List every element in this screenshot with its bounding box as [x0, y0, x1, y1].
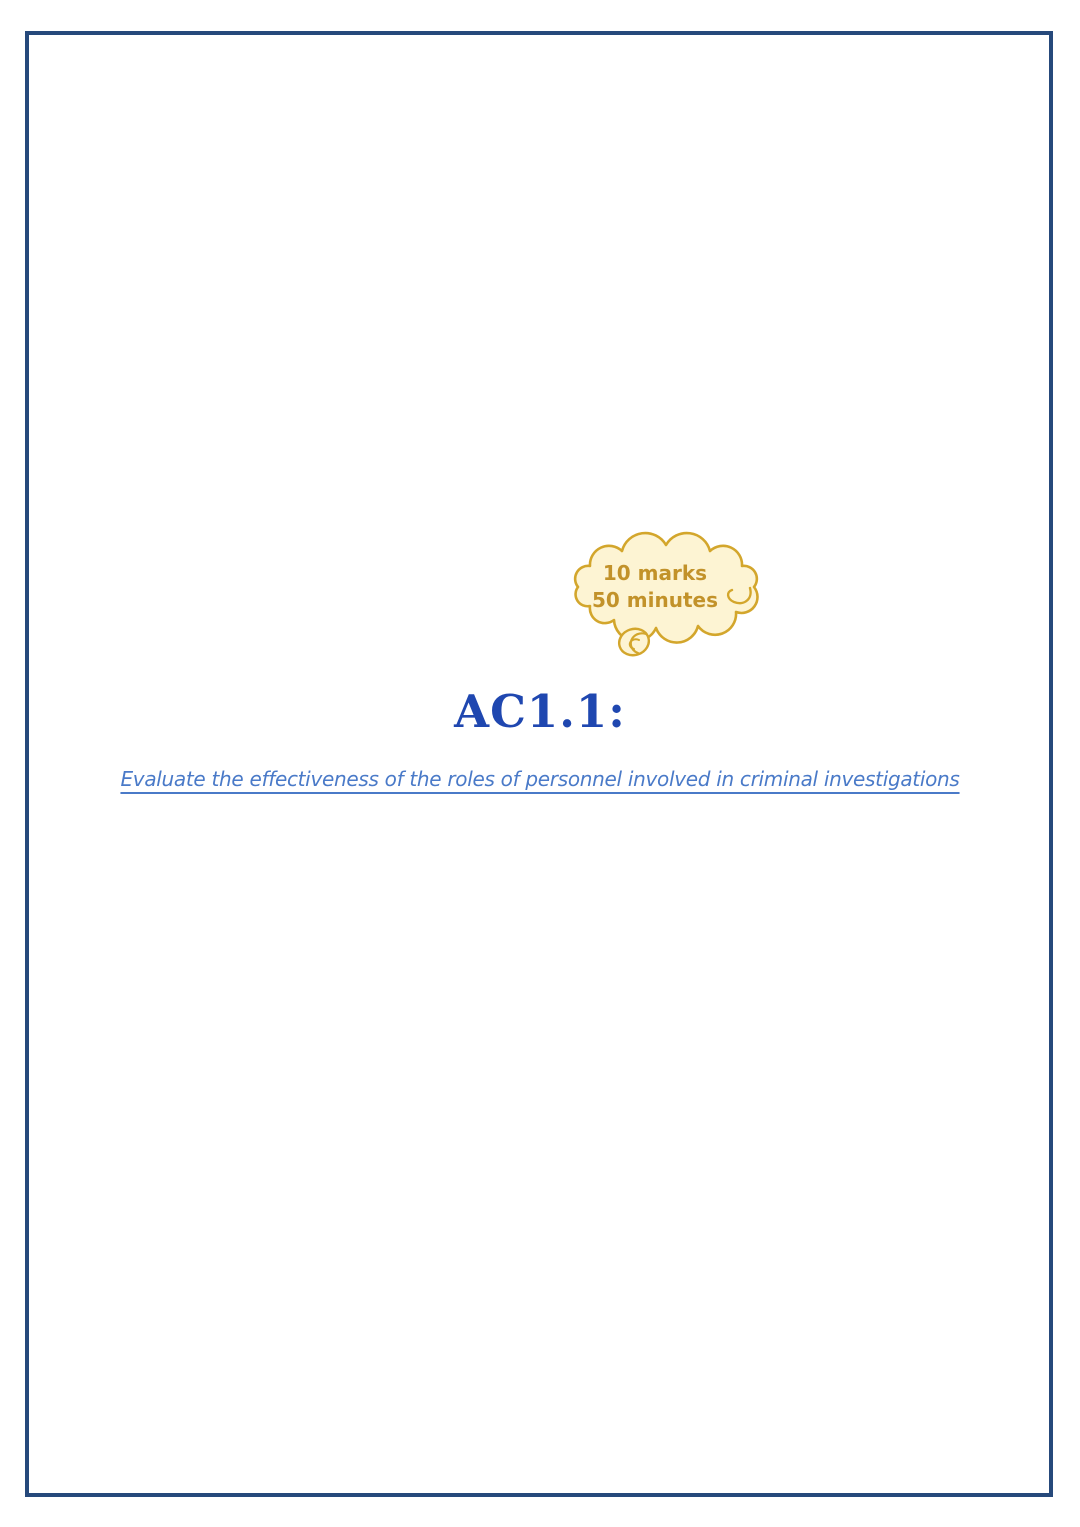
thought-bubble-svg — [566, 530, 766, 662]
assessment-criteria-subtitle: Evaluate the effectiveness of the roles of personnel involved in criminal investigations — [120, 767, 960, 791]
page-title: AC1.1: — [454, 685, 626, 738]
bubble-marks-text: 10 marks — [602, 561, 708, 585]
bubble-minutes-text: 50 minutes — [592, 588, 718, 612]
thought-bubble-graphic — [566, 530, 766, 662]
page-border-frame — [25, 31, 1053, 1497]
